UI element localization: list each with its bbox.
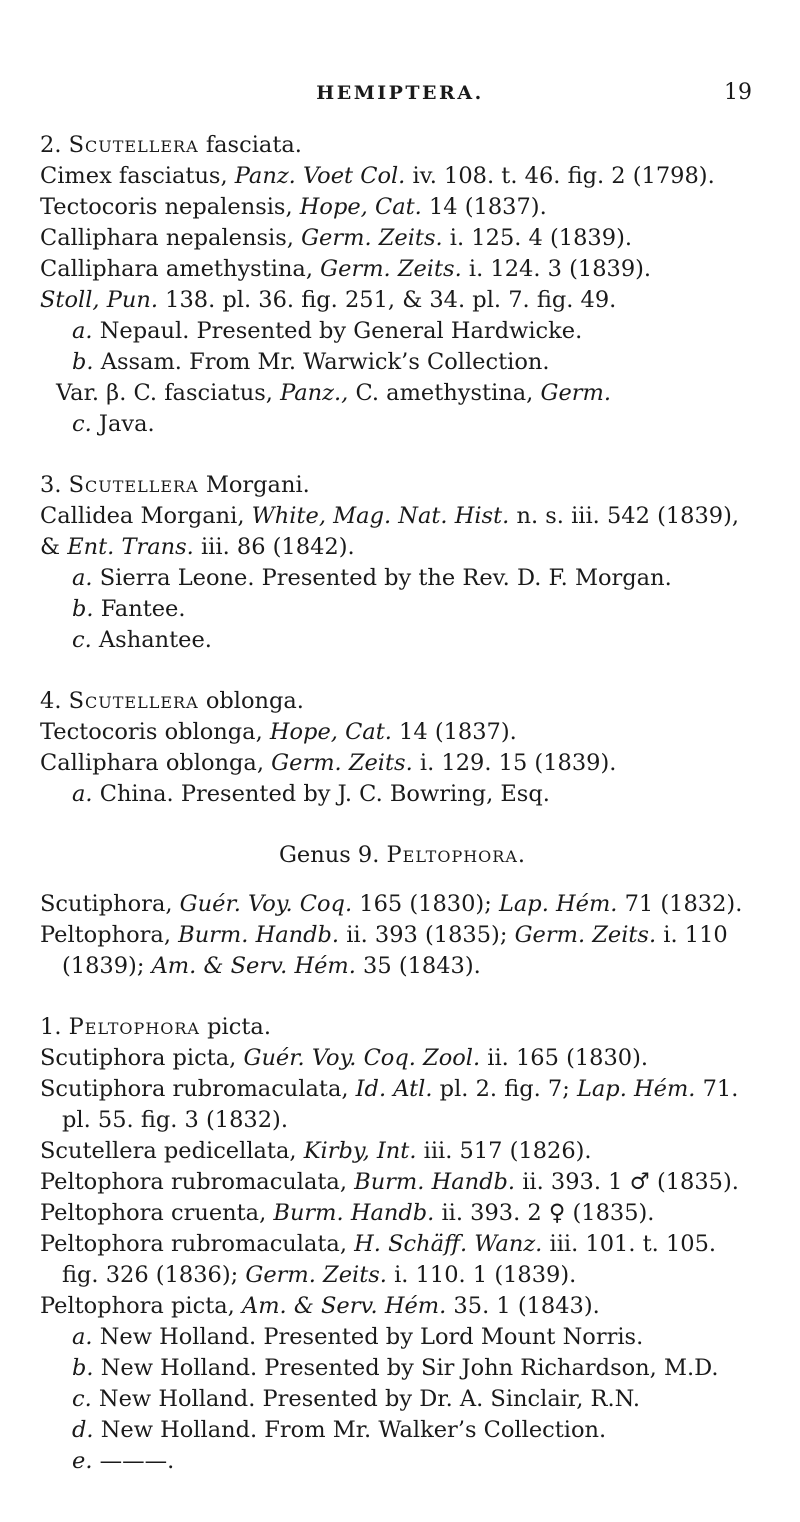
specimen-line — [40, 347, 765, 378]
genus-reference-line — [40, 920, 765, 951]
reference-citation: 138. pl. 36. fig. 251, & 34. pl. 7. fig. 49. — [157, 287, 617, 313]
reference-citation: iii. 86 (1842). — [193, 534, 355, 560]
reference-title: Germ. Zeits. — [514, 922, 657, 948]
synonym-line — [40, 532, 765, 563]
species-heading — [40, 470, 765, 501]
reference-title: Germ. Zeits. — [320, 256, 462, 282]
species-entry-scutellera-morgani — [40, 470, 765, 656]
specimen-line — [40, 779, 765, 810]
synonym-line — [40, 285, 765, 316]
synonym-name: Peltophora, — [40, 922, 179, 948]
specimen-detail: Fantee. — [93, 596, 186, 622]
specimen-detail: Sierra Leone. Presented by the Rev. D. F. Morgan. — [92, 565, 672, 591]
running-head — [0, 78, 800, 108]
reference-citation: i. 110 — [656, 922, 728, 948]
synonym-line — [40, 501, 765, 532]
running-title: HEMIPTERA. — [316, 82, 484, 104]
reference-title: Hope, Cat. — [299, 194, 422, 220]
reference-title: Burm. Handb. — [354, 1169, 516, 1195]
reference-title: Germ. Zeits. — [271, 750, 413, 776]
reference-citation: n. s. iii. 542 (1839), — [509, 503, 740, 529]
specimen-letter: a. — [72, 781, 93, 807]
reference-title: Burm. Handb. — [273, 1200, 435, 1226]
synonym-name: Cimex fasciatus, — [40, 163, 235, 189]
specimen-letter: c. — [72, 1386, 92, 1412]
specimen-line — [40, 1353, 765, 1384]
specimen-line — [40, 1322, 765, 1353]
synonym-name: Scutiphora picta, — [40, 1045, 244, 1071]
reference-citation: 71 (1832). — [617, 891, 743, 917]
reference-citation: ii. 165 (1830). — [480, 1045, 649, 1071]
specimen-detail: Ashantee. — [91, 627, 212, 653]
genus-name: Scutellera — [68, 472, 199, 498]
specimen-line — [40, 1384, 765, 1415]
reference-title: Kirby, Int. — [303, 1138, 417, 1164]
synonym-name: Peltophora cruenta, — [40, 1200, 274, 1226]
specimen-line — [40, 1415, 765, 1446]
specimen-letter: a. — [72, 565, 93, 591]
species-number: 3. — [40, 472, 62, 498]
reference-citation: ii. 393. 2 ♀ (1835). — [434, 1200, 655, 1226]
variety-line — [40, 378, 765, 409]
reference-title: Guér. Voy. Coq. Zool. — [243, 1045, 481, 1071]
synonym-line — [40, 1043, 765, 1074]
reference-citation: i. 110. 1 (1839). — [386, 1262, 577, 1288]
synonym-name: Calliphara nepalensis, — [40, 225, 302, 251]
synonym-name: Tectocoris oblonga, — [40, 719, 270, 745]
synonym-line — [40, 717, 765, 748]
reference-title: H. Schäff. Wanz. — [354, 1231, 543, 1257]
genus-name: Scutellera — [68, 688, 199, 714]
reference-title: Am. & Serv. Hém. — [241, 1293, 447, 1319]
reference-title: Lap. Hém. — [576, 1076, 696, 1102]
reference-title: Germ. Zeits. — [301, 225, 443, 251]
species-name: fasciata. — [205, 132, 302, 158]
species-entry-scutellera-oblonga — [40, 686, 765, 810]
specimen-letter: c. — [72, 411, 92, 437]
synonym-name: Scutiphora, — [40, 891, 180, 917]
reference-citation: iv. 108. t. 46. fig. 2 (1798). — [405, 163, 715, 189]
genus-heading — [40, 840, 765, 871]
synonym-line — [40, 192, 765, 223]
reference-citation: i. 124. 3 (1839). — [461, 256, 652, 282]
specimen-line — [40, 409, 765, 440]
synonym-line — [40, 1167, 765, 1198]
specimen-line — [40, 563, 765, 594]
specimen-detail: ———. — [92, 1448, 175, 1474]
species-entry-peltophora-picta — [40, 1012, 765, 1477]
genus-entry-peltophora — [40, 840, 765, 982]
genus-name: Peltophora — [68, 1014, 200, 1040]
synonym-name: & — [40, 534, 68, 560]
genus-number: Genus 9. — [278, 842, 380, 868]
reference-citation: 35. 1 (1843). — [446, 1293, 600, 1319]
reference-citation: pl. 55. fig. 3 (1832). — [62, 1107, 288, 1133]
specimen-detail: New Holland. From Mr. Walker’s Collection. — [93, 1417, 607, 1443]
reference-citation: iii. 517 (1826). — [416, 1138, 592, 1164]
reference-citation: 71. — [695, 1076, 739, 1102]
specimen-letter: e. — [72, 1448, 93, 1474]
synonym-continuation — [40, 1105, 765, 1136]
synonym-name: Scutiphora rubromaculata, — [40, 1076, 356, 1102]
reference-citation: fig. 326 (1836); — [62, 1262, 246, 1288]
species-name: picta. — [207, 1014, 271, 1040]
synonym-name: Peltophora picta, — [40, 1293, 242, 1319]
reference-citation: 165 (1830); — [352, 891, 499, 917]
reference-title: Am. & Serv. Hém. — [151, 953, 356, 979]
synonym-line — [40, 223, 765, 254]
specimen-letter: c. — [72, 627, 92, 653]
variety-text: Var. β. C. fasciatus, — [56, 380, 281, 406]
specimen-line — [40, 594, 765, 625]
page-number: 19 — [724, 80, 752, 105]
synonym-name: Scutellera pedicellata, — [40, 1138, 304, 1164]
reference-title: Panz. Voet Col. — [234, 163, 406, 189]
synonym-line — [40, 1291, 765, 1322]
reference-title: Germ. — [540, 380, 612, 406]
specimen-line — [40, 625, 765, 656]
species-number: 1. — [40, 1014, 62, 1040]
specimen-detail: New Holland. Presented by Dr. A. Sinclair, R.N. — [91, 1386, 641, 1412]
species-entry-scutellera-fasciata — [40, 130, 765, 440]
synonym-name: Callidea Morgani, — [40, 503, 252, 529]
specimen-letter: d. — [72, 1417, 94, 1443]
reference-title: Guér. Voy. Coq. — [179, 891, 353, 917]
synonym-name: Peltophora rubromaculata, — [40, 1231, 355, 1257]
specimen-detail: Nepaul. Presented by General Hardwicke. — [92, 318, 583, 344]
reference-title: White, Mag. Nat. Hist. — [251, 503, 510, 529]
specimen-letter: a. — [72, 318, 93, 344]
synonym-line — [40, 1229, 765, 1260]
synonym-line — [40, 1136, 765, 1167]
specimen-line — [40, 316, 765, 347]
species-name: Morgani. — [205, 472, 310, 498]
reference-title: Stoll, Pun. — [40, 287, 158, 313]
genus-name: Scutellera — [68, 132, 199, 158]
species-heading — [40, 130, 765, 161]
reference-citation: ii. 393 (1835); — [339, 922, 515, 948]
synonym-line — [40, 748, 765, 779]
synonym-line — [40, 161, 765, 192]
synonym-continuation — [40, 1260, 765, 1291]
species-heading — [40, 1012, 765, 1043]
reference-citation: ii. 393. 1 ♂ (1835). — [515, 1169, 739, 1195]
species-name: oblonga. — [205, 688, 304, 714]
synonym-name: Peltophora rubromaculata, — [40, 1169, 355, 1195]
specimen-line — [40, 1446, 765, 1477]
reference-citation: 14 (1837). — [421, 194, 547, 220]
genus-reference-line — [40, 951, 765, 982]
species-number: 4. — [40, 688, 62, 714]
reference-citation: 14 (1837). — [391, 719, 517, 745]
specimen-detail: New Holland. Presented by Lord Mount Norris. — [92, 1324, 644, 1350]
synonym-name: Calliphara oblonga, — [40, 750, 272, 776]
species-number: 2. — [40, 132, 62, 158]
specimen-detail: New Holland. Presented by Sir John Richardson, M.D. — [93, 1355, 719, 1381]
reference-citation: i. 125. 4 (1839). — [442, 225, 632, 251]
page-body — [40, 130, 765, 1477]
reference-title: Ent. Trans. — [67, 534, 194, 560]
genus-reference-line — [40, 889, 765, 920]
synonym-line — [40, 1198, 765, 1229]
reference-title: Hope, Cat. — [269, 719, 392, 745]
specimen-letter: b. — [72, 596, 94, 622]
reference-title: Id. Atl. — [355, 1076, 433, 1102]
reference-title: Germ. Zeits. — [245, 1262, 387, 1288]
synonym-line — [40, 1074, 765, 1105]
reference-title: Panz., — [280, 380, 349, 406]
genus-title: Peltophora. — [386, 842, 527, 868]
specimen-letter: b. — [72, 349, 94, 375]
reference-citation: i. 129. 15 (1839). — [412, 750, 617, 776]
reference-citation: iii. 101. t. 105. — [542, 1231, 717, 1257]
species-heading — [40, 686, 765, 717]
specimen-letter: a. — [72, 1324, 93, 1350]
specimen-letter: b. — [72, 1355, 94, 1381]
reference-title: Burm. Handb. — [178, 922, 340, 948]
synonym-line — [40, 254, 765, 285]
synonym-name: Calliphara amethystina, — [40, 256, 321, 282]
specimen-detail: Java. — [91, 411, 155, 437]
variety-text: C. amethystina, — [348, 380, 541, 406]
reference-citation: (1839); — [62, 953, 152, 979]
reference-title: Lap. Hém. — [498, 891, 618, 917]
synonym-name: Tectocoris nepalensis, — [40, 194, 300, 220]
reference-citation: pl. 2. fig. 7; — [432, 1076, 577, 1102]
specimen-detail: Assam. From Mr. Warwick’s Collection. — [93, 349, 550, 375]
specimen-detail: China. Presented by J. C. Bowring, Esq. — [92, 781, 550, 807]
reference-citation: 35 (1843). — [355, 953, 481, 979]
